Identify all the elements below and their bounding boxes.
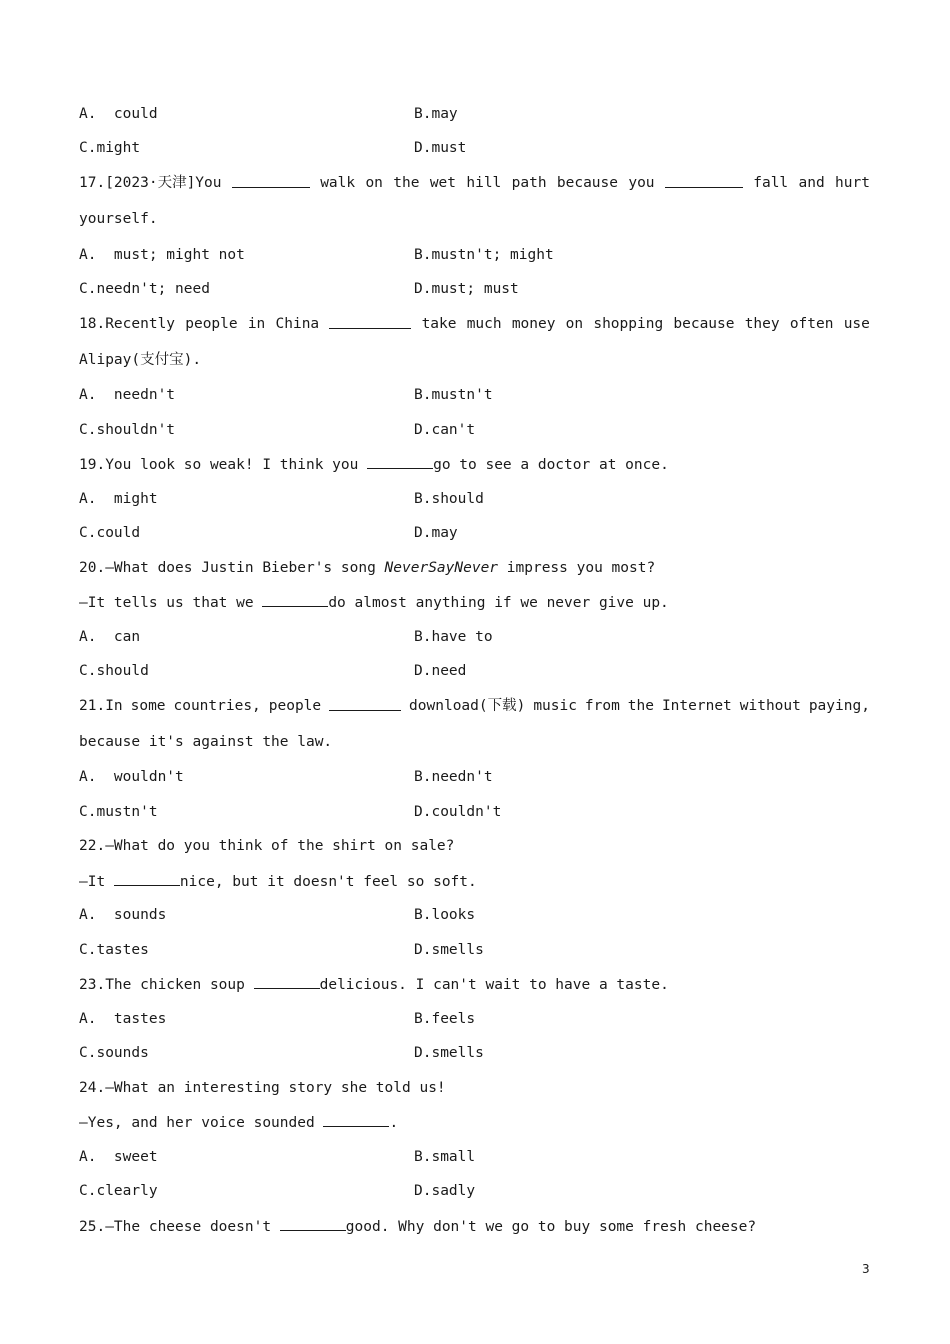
q18-w3: in [247, 316, 266, 332]
q20-line2-suffix: do almost anything if we never give up. [328, 595, 669, 611]
q18-blank [329, 314, 411, 329]
q18-option-a: A. needn't [79, 387, 176, 403]
q17-blank-2 [665, 173, 743, 188]
q21-w9: Internet [661, 698, 732, 714]
q18-w9: shopping [593, 316, 664, 332]
q20-blank [262, 592, 328, 607]
q18-w1: 18.Recently [79, 316, 176, 332]
q18-w11: they [744, 316, 780, 332]
q22-line2-suffix: nice, but it doesn't feel so soft. [179, 874, 477, 890]
q21-w10: without [739, 698, 801, 714]
q18-w10: because [673, 316, 735, 332]
q20-option-c: C.should [79, 663, 149, 679]
q23-option-a: A. tastes [79, 1011, 167, 1027]
q17-option-d: D.must; must [414, 281, 519, 297]
q17-option-b: B.mustn't; might [414, 247, 554, 263]
q19-option-d: D.may [414, 525, 458, 541]
q25-suffix: good. Why don't we go to buy some fresh cheese? [345, 1219, 757, 1235]
q24-option-a: A. sweet [79, 1149, 158, 1165]
q22-answer-line [79, 871, 477, 892]
q21-option-c: C.mustn't [79, 804, 158, 820]
q16-option-d: D.must [414, 140, 467, 156]
q19-suffix: go to see a doctor at once. [433, 457, 669, 473]
q23-blank [254, 974, 320, 989]
q17-w11: hurt [835, 175, 870, 191]
q20-answer-line [79, 592, 669, 613]
q23-option-b: B.feels [414, 1011, 476, 1027]
q20-prefix: 20.—What does Justin Bieber's song [79, 560, 385, 576]
q22-option-c: C.tastes [79, 942, 149, 958]
q21-blank [329, 696, 401, 711]
q24-blank [323, 1112, 389, 1127]
q18-continuation: Alipay(支付宝). [79, 352, 202, 368]
q25-question [79, 1216, 756, 1237]
q25-prefix: 25.—The cheese doesn't [79, 1219, 280, 1235]
q17-w1: walk [320, 175, 356, 191]
q24-option-c: C.clearly [79, 1183, 158, 1199]
q17-blank-1 [232, 173, 310, 188]
q24-line2-suffix: . [389, 1115, 399, 1131]
q18-w8: on [565, 316, 584, 332]
q18-w5: take [421, 316, 457, 332]
q17-continuation: yourself. [79, 211, 158, 227]
q20-option-a: A. can [79, 629, 141, 645]
q24-line2-prefix: —Yes, and her voice sounded [79, 1115, 324, 1131]
q18-option-b: B.mustn't [414, 387, 493, 403]
q19-question [79, 454, 669, 475]
q17-w8: you [628, 175, 655, 191]
q17-w6: path [511, 175, 547, 191]
q21-w5: download(下载) [409, 698, 526, 714]
q19-option-b: B.should [414, 491, 484, 507]
q21-continuation: because it's against the law. [79, 734, 333, 750]
q23-option-c: C.sounds [79, 1045, 149, 1061]
q17-option-a: A. must; might not [79, 247, 245, 263]
q16-option-b: B.may [414, 106, 458, 122]
q16-option-a: A. could [79, 106, 158, 122]
q21-w11: paying, [808, 698, 870, 714]
q17-prefix: 17.[2023·天津]You [79, 175, 222, 191]
q22-option-d: D.smells [414, 942, 484, 958]
q18-question [79, 314, 870, 334]
q18-w6: much [466, 316, 502, 332]
q17-w3: the [393, 175, 420, 191]
q23-prefix: 23.The chicken soup [79, 977, 254, 993]
q24-question: 24.—What an interesting story she told us! [79, 1080, 446, 1096]
q20-suffix: impress you most? [498, 560, 656, 576]
q23-suffix: delicious. I can't wait to have a taste. [319, 977, 669, 993]
q21-w7: from [584, 698, 620, 714]
q21-option-d: D.couldn't [414, 804, 502, 820]
q18-w13: use [843, 316, 870, 332]
q18-option-c: C.shouldn't [79, 422, 176, 438]
q20-option-b: B.have to [414, 629, 493, 645]
q21-option-a: A. wouldn't [79, 769, 184, 785]
q17-option-c: C.needn't; need [79, 281, 210, 297]
q17-w7: because [556, 175, 618, 191]
q20-song-title: NeverSayNever [384, 560, 499, 576]
q19-option-a: A. might [79, 491, 158, 507]
q25-blank [280, 1216, 346, 1231]
q20-line2-prefix: —It tells us that we [79, 595, 263, 611]
q17-w2: on [365, 175, 383, 191]
q18-w4: China [275, 316, 320, 332]
q22-line2-prefix: —It [79, 874, 114, 890]
q20-question [79, 558, 655, 578]
q21-question [79, 696, 870, 716]
q17-w4: wet [429, 175, 457, 191]
q22-question: 22.—What do you think of the shirt on sale? [79, 838, 455, 854]
q17-w5: hill [466, 175, 502, 191]
q19-prefix: 19.You look so weak! I think you [79, 457, 368, 473]
q18-option-d: D.can't [414, 422, 476, 438]
q19-blank [367, 454, 433, 469]
q18-w12: often [789, 316, 834, 332]
q18-w7: money [511, 316, 556, 332]
q24-answer-line [79, 1112, 398, 1133]
q21-w8: the [627, 698, 654, 714]
q20-option-d: D.need [414, 663, 467, 679]
q21-option-b: B.needn't [414, 769, 493, 785]
q21-w2: some [130, 698, 166, 714]
page-number: 3 [862, 1262, 870, 1276]
q22-option-b: B.looks [414, 907, 476, 923]
q23-question [79, 974, 669, 995]
q22-option-a: A. sounds [79, 907, 167, 923]
q24-option-d: D.sadly [414, 1183, 476, 1199]
q24-option-b: B.small [414, 1149, 476, 1165]
q18-w2: people [185, 316, 238, 332]
q22-blank [114, 871, 180, 886]
q21-w3: countries, [173, 698, 261, 714]
q21-w6: music [533, 698, 577, 714]
q23-option-d: D.smells [414, 1045, 484, 1061]
q16-option-c: C.might [79, 140, 141, 156]
q19-option-c: C.could [79, 525, 141, 541]
q21-w4: people [268, 698, 322, 714]
q17-w10: and [798, 175, 825, 191]
q17-question [79, 173, 870, 193]
q21-w1: 21.In [79, 698, 123, 714]
q17-w9: fall [753, 175, 789, 191]
